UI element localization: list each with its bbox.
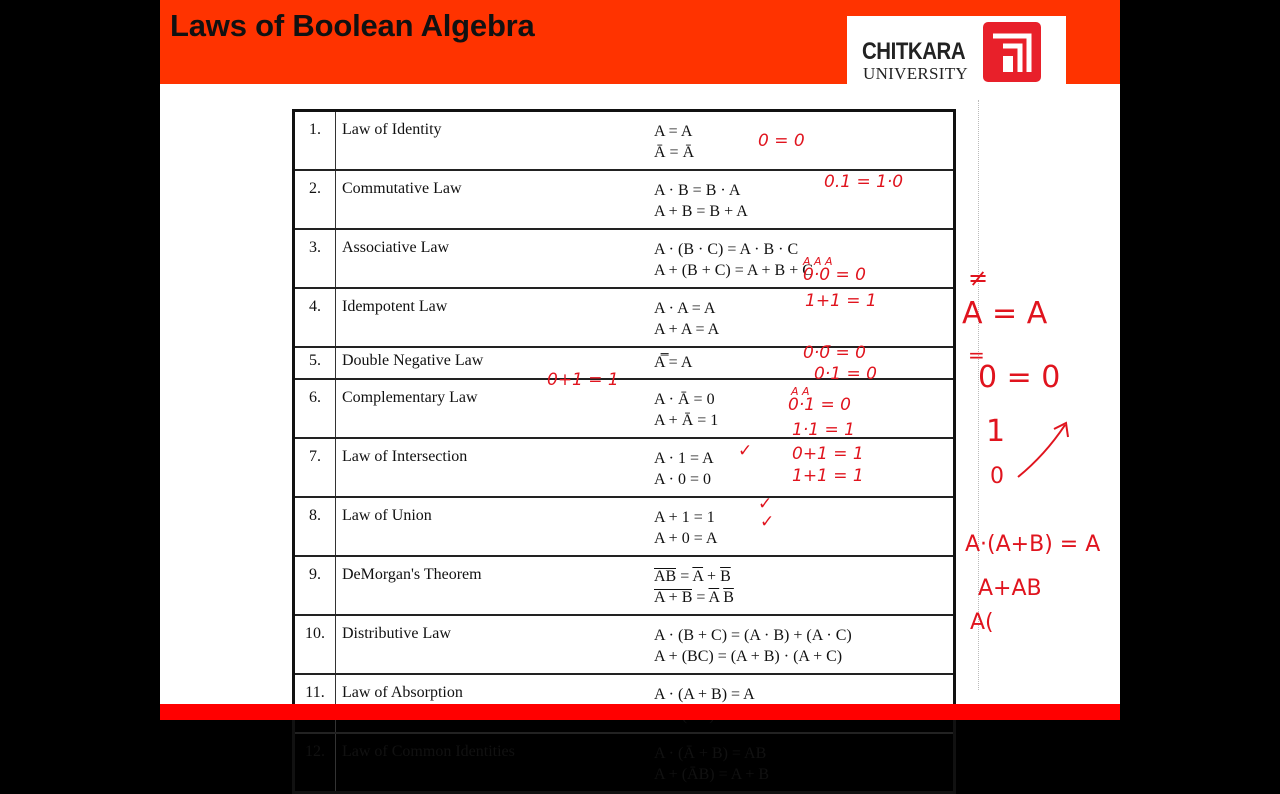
arrow-icon xyxy=(1010,415,1080,485)
slide xyxy=(160,0,1120,783)
row-number: 8. xyxy=(294,497,336,556)
annotation: 0·0 = 0 xyxy=(803,265,866,285)
row-number: 12. xyxy=(294,733,336,793)
law-equations xyxy=(648,347,955,379)
equation: A + (B + C) = A + B + C xyxy=(654,262,813,279)
law-equations xyxy=(648,288,955,347)
equation: A + (ĀB) = A + B xyxy=(654,766,770,783)
table-row xyxy=(294,556,955,615)
equation: A̿ = A xyxy=(654,354,693,371)
table-row xyxy=(294,497,955,556)
check-mark-icon: ✓ xyxy=(760,512,775,532)
law-name: Idempotent Law xyxy=(336,288,649,347)
equation: A + A = A xyxy=(654,321,720,338)
chitkara-logo-icon xyxy=(983,22,1041,82)
annotation: 0.1 = 1·0 xyxy=(824,172,904,192)
annotation: A·(A+B) = A xyxy=(965,532,1101,557)
table-row xyxy=(294,615,955,674)
equation: A + 0 = A xyxy=(654,530,718,547)
row-number: 10. xyxy=(294,615,336,674)
equation: A · A = A xyxy=(654,300,716,317)
equation: A + 1 = 1 xyxy=(654,509,715,526)
equation: AB = $\overline{A} + \overline{B}$ xyxy=(654,568,731,585)
law-name: Law of Absorption xyxy=(336,674,649,733)
university-logo xyxy=(847,16,1066,84)
row-number: 6. xyxy=(294,379,336,438)
law-name: Law of Intersection xyxy=(336,438,649,497)
annotation: A A A xyxy=(803,255,833,268)
title-bar xyxy=(160,0,1120,84)
annotation: 1 xyxy=(986,414,1006,449)
equation: A + Ā = 1 xyxy=(654,412,719,429)
annotation: 0 xyxy=(990,464,1004,489)
law-equations xyxy=(648,497,955,556)
annotation: 0 = 0 xyxy=(758,131,805,151)
row-number: 3. xyxy=(294,229,336,288)
law-name: Law of Union xyxy=(336,497,649,556)
row-number: 2. xyxy=(294,170,336,229)
annotation: = xyxy=(968,343,985,367)
equation: A + B = B + A xyxy=(654,203,748,220)
equation: A + (BC) = (A + B) · (A + C) xyxy=(654,648,843,665)
logo-wordmark: CHITKARA xyxy=(862,38,966,65)
equation: A · (B + C) = (A · B) + (A · C) xyxy=(654,627,852,644)
page-edge-line xyxy=(978,100,979,690)
table-row xyxy=(294,733,955,793)
row-number: 9. xyxy=(294,556,336,615)
law-name: Double Negative Law xyxy=(336,347,649,379)
equation: A · 1 = A xyxy=(654,450,714,467)
law-equations xyxy=(648,556,955,615)
annotation: 0·1 = 0 xyxy=(788,395,851,415)
equation: Ā = Ā xyxy=(654,144,695,161)
check-mark-icon: ✓ xyxy=(758,494,773,514)
law-name: Complementary Law xyxy=(336,379,649,438)
table-row xyxy=(294,111,955,171)
row-number: 1. xyxy=(294,111,336,171)
annotation: ≠ xyxy=(968,264,989,292)
annotation: A+AB xyxy=(978,576,1042,601)
equation: A = A xyxy=(654,123,693,140)
equation: A · (Ā + B) = AB xyxy=(654,745,767,762)
law-name: Distributive Law xyxy=(336,615,649,674)
annotation: 1+1 = 1 xyxy=(792,466,864,486)
law-name: Commutative Law xyxy=(336,170,649,229)
annotation: 0·0̄ = 0 xyxy=(803,343,866,363)
annotation: 0·1 = 0 xyxy=(814,364,877,384)
footer-bar xyxy=(160,704,1120,720)
equation: A · Ā = 0 xyxy=(654,391,715,408)
row-number: 5. xyxy=(294,347,336,379)
annotation: 0 = 0 xyxy=(978,360,1061,395)
annotation: 1+1 = 1 xyxy=(805,291,877,311)
annotation: A = A xyxy=(962,296,1048,331)
law-equations xyxy=(648,733,955,793)
law-equations xyxy=(648,229,955,288)
equation: A · 0 = 0 xyxy=(654,471,712,488)
law-equations xyxy=(648,615,955,674)
equation: A · (B · C) = A · B · C xyxy=(654,241,799,258)
law-name: DeMorgan's Theorem xyxy=(336,556,649,615)
equation: $A + B = \overline{A}$ $\overline{B}$ xyxy=(654,589,734,606)
table-row xyxy=(294,379,955,438)
annotation: 1·1 = 1 xyxy=(792,420,855,440)
annotation: 0+1 = 1 xyxy=(792,444,864,464)
row-number: 4. xyxy=(294,288,336,347)
logo-subtitle: UNIVERSITY xyxy=(863,64,968,83)
slide-title: Laws of Boolean Algebra xyxy=(170,8,535,43)
row-number: 11. xyxy=(294,674,336,733)
check-mark-icon: ✓ xyxy=(738,441,753,461)
annotation: A( xyxy=(970,610,994,635)
equation: A · B = B · A xyxy=(654,182,741,199)
annotation: A A xyxy=(791,385,810,398)
annotation: 0+1 = 1 xyxy=(547,370,619,390)
law-name: Law of Common Identities xyxy=(336,733,649,793)
equation: A · (A + B) = A xyxy=(654,686,755,703)
law-equations xyxy=(648,170,955,229)
law-name: Law of Identity xyxy=(336,111,649,171)
law-name: Associative Law xyxy=(336,229,649,288)
row-number: 7. xyxy=(294,438,336,497)
